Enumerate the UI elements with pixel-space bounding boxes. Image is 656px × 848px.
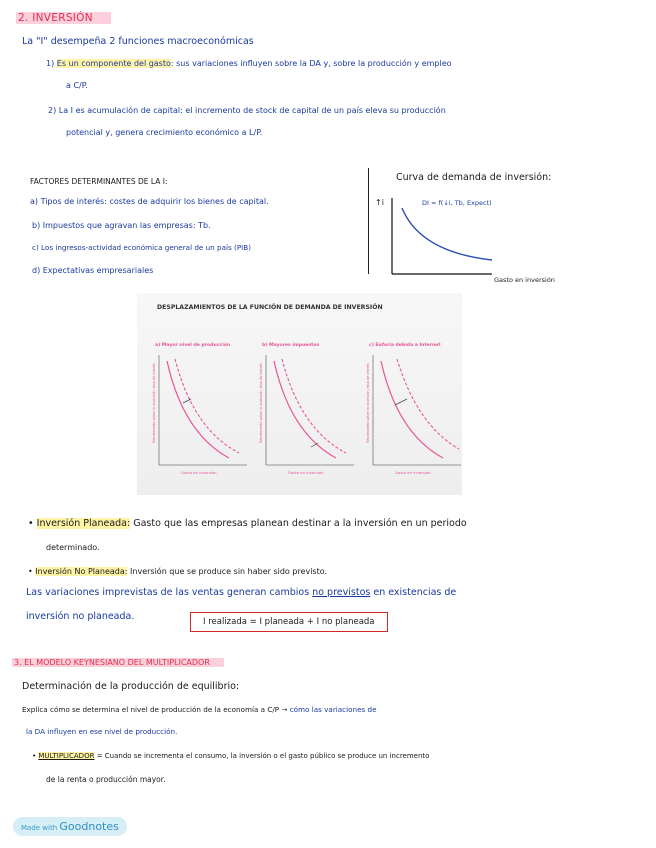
demand-curve-shifted	[175, 359, 239, 453]
multiplier-term: MULTIPLICADOR	[38, 752, 95, 760]
bullet-dot: •	[32, 752, 37, 760]
item2	[48, 106, 446, 115]
section-title-inversion: 2. INVERSIÓN	[16, 12, 111, 24]
item1-highlight: Es un componente del gasto	[56, 59, 171, 68]
note-line2: inversión no planeada.	[26, 611, 135, 622]
curve-function: DI = f(↓i, Tb, Expect)	[422, 199, 492, 207]
section3-subtitle: Determinación de la producción de equilibrio:	[22, 681, 240, 692]
bullet-dot: •	[28, 518, 34, 529]
note-text: Las variaciones imprevistas de las ventas generan cambios	[26, 587, 310, 598]
shift-arrow	[395, 399, 407, 405]
factors-title: FACTORES DETERMINANTES DE LA I:	[30, 177, 168, 186]
item1-text: : sus variaciones influyen sobre la DA y, sobre la producción y empleo	[170, 59, 452, 68]
curve-title: Curva de demanda de inversión:	[396, 172, 552, 183]
multiplier-definition: = Cuando se incrementa el consumo, la inversión o el gasto público se produce un incremento	[96, 752, 430, 760]
item2-text: La I es acumulación de capital: el incremento de stock de capital de un país eleva su producción	[58, 106, 446, 115]
section3-paragraph	[22, 705, 377, 714]
goodnotes-badge[interactable]	[13, 817, 127, 836]
unplanned-definition: Inversión que se produce sin haber sido previsto.	[130, 567, 328, 576]
demand-curve-original	[167, 361, 229, 458]
panel-y-label: Rendimiento sobre la inversión, tasa de interés	[259, 362, 263, 443]
figure-panels	[137, 293, 462, 495]
figure-title: DESPLAZAMIENTOS DE LA FUNCIÓN DE DEMANDA DE INVERSIÓN	[157, 304, 383, 311]
sketch-demand-curve	[402, 208, 492, 260]
bullet-unplanned	[28, 567, 327, 576]
paragraph-text: Explica cómo se determina el nivel de producción de la economía a C/P →	[22, 705, 288, 714]
panel-title: c) Euforia debida a Internet	[369, 343, 441, 348]
investment-demand-sketch	[380, 190, 500, 280]
item2-number: 2)	[48, 106, 57, 115]
factor-a: a) Tipos de interés: costes de adquirir los bienes de capital.	[30, 197, 269, 206]
multiplier-bullet	[32, 752, 429, 760]
formula-box: I realizada = I planeada + I no planeada	[190, 612, 388, 632]
section3-paragraph-cont: la DA influyen en ese nivel de producción.	[26, 727, 178, 736]
curve-x-label: Gasto en inversión	[494, 276, 555, 284]
item1-continuation: a C/P.	[66, 81, 88, 90]
multiplier-cont: de la renta o producción mayor.	[46, 775, 166, 784]
panel-y-label: Rendimiento sobre la inversión, tasa de interés	[152, 362, 156, 443]
note-line1	[26, 587, 456, 598]
note-end: en existencias de	[373, 587, 457, 598]
panel-title: a) Mayor nivel de producción	[155, 343, 231, 348]
panel-x-label: Gasto en inversión	[288, 470, 324, 475]
panel-y-label: Rendimiento sobre la inversión, tasa de interés	[366, 362, 370, 443]
planned-continuation: determinado.	[46, 543, 100, 552]
planned-definition: Gasto que las empresas planean destinar a la inversión en un periodo	[133, 518, 467, 529]
factor-b: b) Impuestos que agravan las empresas: Tb.	[32, 221, 211, 230]
brand-text: Goodnotes	[59, 820, 119, 833]
item2-continuation: potencial y, genera crecimiento económico a L/P.	[66, 128, 263, 137]
demand-curve-original	[274, 361, 336, 458]
curve-y-label: ↑i	[375, 198, 384, 207]
section-title-multiplier: 3. EL MODELO KEYNESIANO DEL MULTIPLICADOR	[12, 658, 224, 667]
planned-term: Inversión Planeada:	[36, 518, 131, 529]
item1-number: 1)	[46, 59, 55, 68]
shift-arrow	[183, 399, 191, 403]
factor-d: d) Expectativas empresariales	[32, 266, 154, 275]
unplanned-term: Inversión No Planeada:	[35, 567, 128, 576]
demand-curve-original	[381, 361, 443, 458]
note-underlined: no previstos	[312, 587, 371, 598]
panel-title: b) Mayores impuestos	[262, 343, 320, 348]
bullet-planned	[28, 518, 467, 529]
item1	[46, 59, 452, 68]
made-with-text: Made with	[21, 824, 58, 832]
demand-curve-shifted	[282, 359, 346, 453]
factor-c: c) Los ingresos-actividad económica general de un país (PIB)	[32, 243, 252, 252]
panel-x-label: Gasto en inversión	[181, 470, 217, 475]
column-divider	[368, 168, 369, 274]
intro-text: La "I" desempeña 2 funciones macroeconómicas	[22, 36, 254, 47]
bullet-dot: •	[28, 567, 33, 576]
shift-figure	[137, 293, 462, 495]
demand-curve-shifted	[397, 359, 459, 449]
panel-x-label: Gasto en inversión	[395, 470, 431, 475]
paragraph-blue: cómo las variaciones de	[289, 705, 377, 714]
